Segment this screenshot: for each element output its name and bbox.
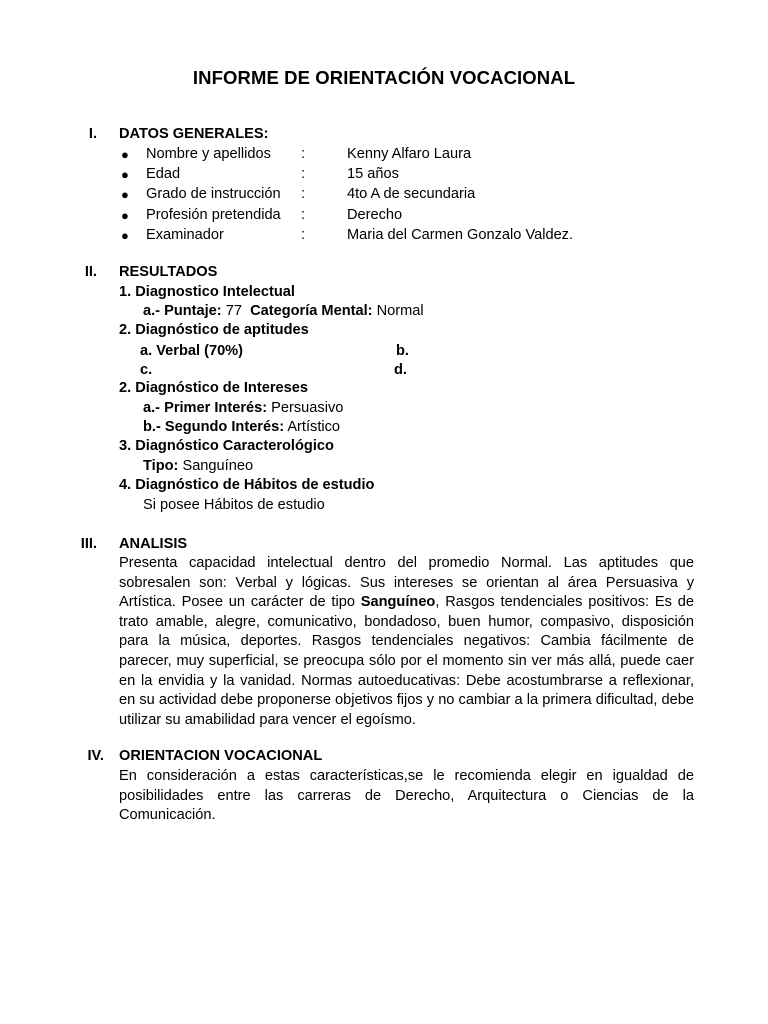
puntaje-label: a.- Puntaje: <box>143 303 222 319</box>
section-heading: ORIENTACION VOCACIONAL <box>119 748 323 764</box>
primer-interes-label: a.- Primer Interés: <box>143 400 268 416</box>
puntaje-value: 77 <box>221 303 251 319</box>
diagnostic-aptitudes-title: 2. Diagnóstico de aptitudes <box>119 322 309 338</box>
primer-interes-value: Persuasivo <box>267 400 344 416</box>
aptitude-b: b. <box>396 343 409 359</box>
tipo <box>143 457 253 477</box>
habitos-value: Si posee Hábitos de estudio <box>143 497 325 513</box>
orientacion-paragraph: En consideración a estas características,se le recomienda elegir en igualdad de posibilidades entre las carreras de Derecho, Arquitectura o Ciencias de la Comunicación. <box>119 768 694 824</box>
document-title: INFORME DE ORIENTACIÓN VOCACIONAL <box>192 67 576 88</box>
analisis-text-before: Presenta capacidad intelectual dentro del promedio Normal. Las aptitudes que sobresalen son: Verbal y lógicas. Sus intereses se orientan al área Persuasiva y Artística. Posee un carácter de tipo <box>119 555 694 611</box>
field-value: Kenny Alfaro Laura <box>347 146 472 162</box>
field-value: Maria del Carmen Gonzalo Valdez. <box>347 227 574 243</box>
field-colon: : <box>301 227 306 243</box>
bullet-icon: ● <box>121 208 129 223</box>
section-heading: DATOS GENERALES: <box>119 126 269 142</box>
section-heading: RESULTADOS <box>119 264 218 280</box>
diagnostic-intelectual-title: 1. Diagnostico Intelectual <box>119 284 295 300</box>
categoria-label: Categoría Mental: <box>250 303 373 319</box>
field-label: Grado de instrucción <box>146 186 281 202</box>
field-colon: : <box>301 207 306 223</box>
field-label: Edad <box>146 166 181 182</box>
field-value: Derecho <box>347 207 403 223</box>
analisis-text-after: , Rasgos tendenciales positivos: Es de trato amable, alegre, comunicativo, bondadoso, buen humor, compasivo, disposición para la música, deportes. Rasgos tendenciales negativos: Cambia fácilmente de parecer, muy superficial, se preocupa sólo por el momento sin ver más allá, puede caer en la envidia y la vanidad. Normas autoeducativas: Debe acostumbrarse a reflexionar, en su actividad debe proponerse objetivos fijos y no cambiar a la primera dificultad, debe utilizar su amabilidad para vencer el egoísmo. <box>119 594 694 728</box>
tipo-label: Tipo: <box>143 458 179 474</box>
segundo-interes-value: Artístico <box>284 419 341 435</box>
segundo-interes <box>143 418 340 438</box>
bullet-icon: ● <box>121 187 129 202</box>
aptitude-a: a. Verbal (70%) <box>140 343 244 359</box>
section-number: I. <box>88 126 97 142</box>
aptitude-c: c. <box>140 362 153 378</box>
diagnostic-habitos-title: 4. Diagnóstico de Hábitos de estudio <box>119 477 375 493</box>
primer-interes <box>143 399 343 419</box>
diagnostic-caracterologico-title: 3. Diagnóstico Caracterológico <box>119 438 334 454</box>
section-number: II. <box>84 264 97 280</box>
bullet-icon: ● <box>121 228 129 243</box>
field-colon: : <box>301 166 306 182</box>
field-value: 15 años <box>347 166 399 182</box>
analisis-paragraph <box>119 554 694 730</box>
categoria-value: Normal <box>372 303 424 319</box>
aptitude-d: d. <box>394 362 407 378</box>
analisis-text-bold: Sanguíneo <box>360 594 436 611</box>
section-number: IV. <box>87 748 104 764</box>
field-label: Profesión pretendida <box>146 207 281 223</box>
section-number: III. <box>80 536 97 552</box>
field-label: Examinador <box>146 227 224 243</box>
diagnostic-intereses-title: 2. Diagnóstico de Intereses <box>119 380 308 396</box>
field-colon: : <box>301 146 306 162</box>
diagnostic-intelectual-values <box>143 302 424 322</box>
field-colon: : <box>301 186 306 202</box>
segundo-interes-label: b.- Segundo Interés: <box>143 419 285 435</box>
tipo-value: Sanguíneo <box>178 458 254 474</box>
field-label: Nombre y apellidos <box>146 146 271 162</box>
bullet-icon: ● <box>121 167 129 182</box>
field-value: 4to A de secundaria <box>347 186 476 202</box>
section-heading: ANALISIS <box>119 536 188 552</box>
bullet-icon: ● <box>121 147 129 162</box>
